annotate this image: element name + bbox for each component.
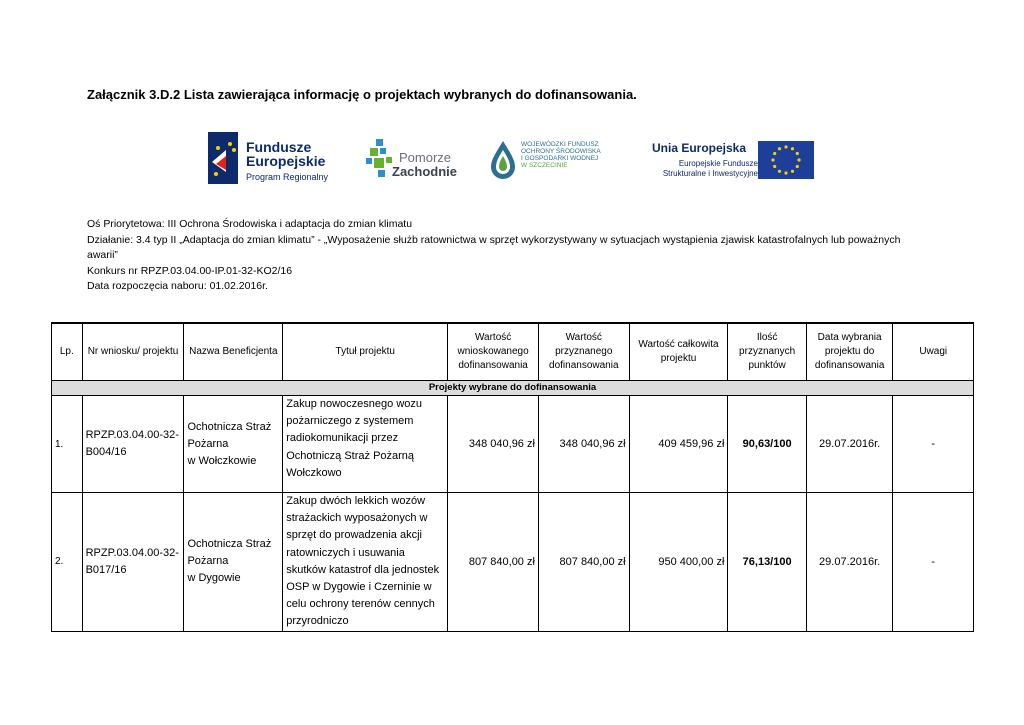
fundusze-europejskie-logo xyxy=(208,132,343,184)
header-punkty: Ilość przyznanych punktów xyxy=(728,323,806,381)
ue-line1: Unia Europejska xyxy=(652,141,747,155)
ue-line3: Strukturalne i Inwestycyjne xyxy=(662,169,758,178)
row-beneficjent-name: Ochotnicza Straż Pożarna xyxy=(187,538,272,568)
row-punkty: 76,13/100 xyxy=(728,493,806,632)
row-beneficjent-name: Ochotnicza Straż Pożarna xyxy=(187,420,272,450)
table-header-row xyxy=(52,323,974,381)
competition-number: Konkurs nr RPZP.03.04.00-IP.01-32-KO2/16 xyxy=(87,264,293,277)
row-wartosc-calkowita: 950 400,00 zł xyxy=(629,493,728,632)
pomorze-line1: Pomorze xyxy=(399,150,452,165)
section-label: Projekty wybrane do dofinansowania xyxy=(52,381,974,396)
table-row xyxy=(52,396,974,493)
header-uwagi: Uwagi xyxy=(893,323,974,381)
competition-info xyxy=(87,217,927,295)
pomorze-line2: Zachodnie xyxy=(392,164,458,179)
row-beneficjent-place: w Wołczkowie xyxy=(187,454,257,467)
row-data-wybrania: 29.07.2016r. xyxy=(806,396,893,493)
row-beneficjent-place: w Dygowie xyxy=(187,572,241,585)
eu-flag-icon xyxy=(758,141,814,179)
row-lp: 1. xyxy=(52,396,83,493)
ue-line2: Europejskie Fundusze xyxy=(678,159,758,168)
header-nr: Nr wniosku/ projektu xyxy=(82,323,184,381)
fundusze-line3: Program Regionalny xyxy=(246,172,329,182)
projects-table xyxy=(51,322,974,632)
wfosigw-logo xyxy=(489,138,609,182)
header-wartosc-calkowita: Wartość całkowita projektu xyxy=(629,323,728,381)
section-row xyxy=(52,381,974,396)
row-uwagi: - xyxy=(893,396,974,493)
header-tytul: Tytuł projektu xyxy=(283,323,448,381)
call-start-date: Data rozpoczęcia naboru: 01.02.2016r. xyxy=(87,280,268,292)
header-data-wybrania: Data wybrania projektu do dofinansowania xyxy=(806,323,893,381)
fundusze-europejskie-emblem-icon xyxy=(208,132,242,184)
row-data-wybrania: 29.07.2016r. xyxy=(806,493,893,632)
row-wartosc-wnioskowana: 807 840,00 zł xyxy=(448,493,539,632)
logos-bar xyxy=(0,125,1024,195)
water-drop-icon xyxy=(489,140,517,180)
row-wartosc-wnioskowana: 348 040,96 zł xyxy=(448,396,539,493)
row-uwagi: - xyxy=(893,493,974,632)
row-beneficjent xyxy=(184,493,283,632)
row-tytul: Zakup dwóch lekkich wozów strażackich wyposażonych w sprzęt do prowadzenia akcji ratowniczych i usuwania skutków katastrof dla jednostek OSP w Dygowie i Czerninie w celu ochrony terenów cennych przyrodniczo xyxy=(283,493,448,632)
wfos-line4: W SZCZECINIE xyxy=(521,162,568,169)
measure: Działanie: 3.4 typ II „Adaptacja do zmian klimatu” - „Wyposażenie służb ratownictwa w sprzęt wykorzystywany w sytuacjach wystąpienia zjawisk katastrofalnych lub poważnych awarii” xyxy=(87,233,901,261)
row-tytul: Zakup nowoczesnego wozu pożarniczego z systemem radiokomunikacji przez Ochotniczą Straż Pożarną Wołczkowo xyxy=(283,396,448,493)
wfos-line2: OCHRONY ŚRODOWISKA xyxy=(521,148,601,155)
row-wartosc-przyznana: 348 040,96 zł xyxy=(538,396,629,493)
document-title: Załącznik 3.D.2 Lista zawierająca informację o projektach wybranych do dofinansowania. xyxy=(87,87,637,102)
pomorze-zachodnie-logo xyxy=(366,137,461,181)
row-nr: RPZP.03.04.00-32-B017/16 xyxy=(82,493,184,632)
unia-europejska-logo xyxy=(638,139,818,179)
row-beneficjent xyxy=(184,396,283,493)
header-wartosc-przyznana: Wartość przyznanego dofinansowania xyxy=(538,323,629,381)
row-lp: 2. xyxy=(52,493,83,632)
row-nr: RPZP.03.04.00-32-B004/16 xyxy=(82,396,184,493)
header-beneficjent: Nazwa Beneficjenta xyxy=(184,323,283,381)
priority-axis: Oś Priorytetowa: III Ochrona Środowiska i adaptacja do zmian klimatu xyxy=(87,218,413,230)
fundusze-line1: Fundusze xyxy=(246,139,312,155)
header-wartosc-wnioskowana: Wartość wnioskowanego dofinansowania xyxy=(448,323,539,381)
fundusze-line2: Europejskie xyxy=(246,153,326,169)
row-punkty: 90,63/100 xyxy=(728,396,806,493)
row-wartosc-przyznana: 807 840,00 zł xyxy=(538,493,629,632)
row-wartosc-calkowita: 409 459,96 zł xyxy=(629,396,728,493)
wfos-line3: I GOSPODARKI WODNEJ xyxy=(521,155,599,162)
wfos-line1: WOJEWÓDZKI FUNDUSZ xyxy=(521,141,599,148)
table-row xyxy=(52,493,974,632)
header-lp: Lp. xyxy=(52,323,83,381)
